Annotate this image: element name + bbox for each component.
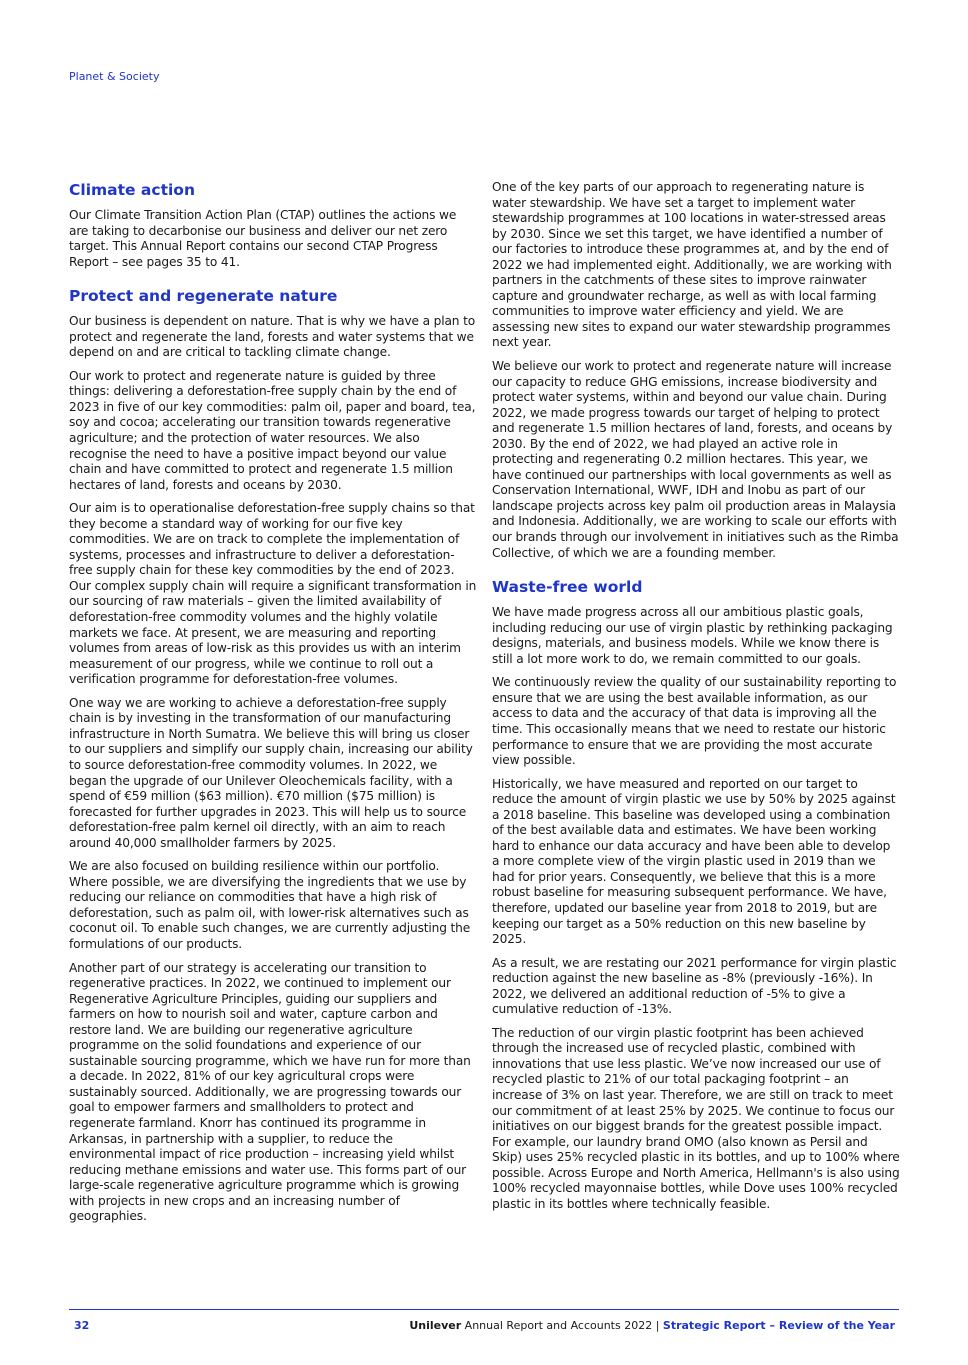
left-column	[69, 180, 477, 1233]
nature-paragraph-2: Our work to protect and regenerate nature is guided by three things: delivering a deforestation-free supply chain by the end of 2023 in five of our key commodities: palm oil, paper and board, tea, soy and cocoa; accelerating our transition towards regenerative agriculture; and the protection of water resources. We also recognise the need to have a positive impact beyond our value chain and have committed to protect and regenerate 1.5 million hectares of land, forests and oceans by 2030.	[69, 368, 476, 492]
water-paragraph-2: We believe our work to protect and regenerate nature will increase our capacity to reduce GHG emissions, increase biodiversity and protect water systems, within and beyond our value chain. During 2022, we made progress towards our target of helping to protect and regenerate 1.5 million hectares of land, forests, and oceans by 2030. By the end of 2022, we had played an active role in protecting and regenerating 0.2 million hectares. This year, we have continued our partnerships with local governments as well as Conservation International, WWF, IDH and Inobu as part of our landscape projects across key palm oil production areas in Malaysia and Indonesia. Additionally, we are working to scale our efforts with our brands through our involvement in initiatives such as the Rimba Collective, of which we are a founding member.	[492, 359, 899, 560]
page-number: 32	[74, 1319, 90, 1332]
climate-action-heading: Climate action	[69, 181, 195, 199]
waste-paragraph-2: We continuously review the quality of our sustainability reporting to ensure that we are using the best available information, as our access to data and the accuracy of that data is improving all the time. This occasionally means that we need to restate our historic performance to ensure that we are providing the most accurate view possible.	[492, 675, 897, 768]
nature-paragraph-3: Our aim is to operationalise deforestation-free supply chains so that they become a standard way of working for our five key commodities. We are on track to complete the implementation of systems, processes and infrastructure to deliver a deforestation-free supply chain for these key commodities by the end of 2023. Our complex supply chain will require a significant transformation in our sourcing of raw materials – given the limited availability of deforestation-free commodity volumes and the highly volatile markets we face. At present, we are measuring and reporting volumes from areas of low-risk as this provides us with an interim measurement of our progress, while we continue to roll out a verification programme for deforestation-free volumes.	[69, 501, 477, 687]
footer-divider	[69, 1309, 899, 1310]
section-label[interactable]: Planet & Society	[69, 70, 160, 83]
climate-paragraph-1: Our Climate Transition Action Plan (CTAP) outlines the actions we are taking to decarbonise our business and deliver our net zero target. This Annual Report contains our second CTAP Progress Report – see pages 35 to 41.	[69, 208, 457, 269]
nature-paragraph-5: We are also focused on building resilience within our portfolio. Where possible, we are diversifying the ingredients that we use by reducing our reliance on commodities that have a high risk of deforestation, such as palm oil, with lower-risk alternatives such as coconut oil. To enable such changes, we are currently adjusting the formulations of our products.	[69, 859, 471, 951]
protect-nature-heading: Protect and regenerate nature	[69, 287, 338, 306]
waste-paragraph-3: Historically, we have measured and reported on our target to reduce the amount of virgin plastic we use by 50% by 2025 against a 2018 baseline. This baseline was developed using a combination of the best available data and estimates. We have been working hard to enhance our data accuracy and have been able to develop a more complete view of the virgin plastic used in 2019 than we had for prior years. Consequently, we believe that this is a more robust baseline for measuring subsequent performance. We have, therefore, updated our baseline year from 2018 to 2019, but are keeping our target as a 50% reduction on this new baseline by 2025.	[492, 776, 896, 947]
nature-paragraph-4: One way we are working to achieve a deforestation-free supply chain is by investing in the transformation of our manufacturing infrastructure in North Sumatra. We believe this will bring us closer to our suppliers and simplify our supply chain, increasing our ability to source deforestation-free commodity volumes. In 2022, we began the upgrade of our Unilever Oleochemicals facility, with a spend of €59 million ($63 million). €70 million ($75 million) is forecasted for further upgrades in 2023. This will help us to source deforestation-free palm kernel oil directly, with an aim to reach around 40,000 smallholder farmers by 2025.	[69, 695, 473, 850]
footer-brand: Unilever	[409, 1319, 462, 1332]
footer-section-link[interactable]: Strategic Report – Review of the Year	[662, 1319, 895, 1332]
water-paragraph-1: One of the key parts of our approach to regenerating nature is water stewardship. We have set a target to implement water stewardship programmes at 100 locations in water-stressed areas by 2030. Since we set this target, we have identified a number of our factories to introduce these programmes at, and by the end of 2022 we had implemented eight. Additionally, we are working with partners in the catchments of these sites to improve rainwater capture and groundwater recharge, as well as with local farming communities to improve water efficiency and yield. We are assessing new sites to expand our water stewardship programmes next year.	[492, 180, 892, 350]
right-column	[492, 180, 900, 1220]
footer-title	[409, 1319, 895, 1332]
nature-paragraph-1: Our business is dependent on nature. That is why we have a plan to protect and regenerate the land, forests and water systems that we depend on and are critical to tackling climate change.	[69, 314, 476, 360]
waste-paragraph-4: As a result, we are restating our 2021 performance for virgin plastic reduction against the new baseline as -8% (previously -16%). In 2022, we delivered an additional reduction of -5% to give a cumulative reduction of -13%.	[492, 955, 897, 1017]
waste-paragraph-1: We have made progress across all our ambitious plastic goals, including reducing our use of virgin plastic by rethinking packaging designs, materials, and business models. While we know there is still a lot more work to do, we remain committed to our goals.	[492, 605, 893, 666]
waste-free-heading: Waste-free world	[492, 578, 643, 597]
nature-paragraph-6: Another part of our strategy is accelerating our transition to regenerative practices. In 2022, we continued to implement our Regenerative Agriculture Principles, guiding our suppliers and farmers on how to nourish soil and water, capture carbon and restore land. We are building our regenerative agriculture programme on the solid foundations and experience of our sustainable sourcing programme, which we have run for more than a decade. In 2022, 81% of our key agricultural crops were sustainably sourced. Additionally, we are progressing towards our goal to empower farmers and smallholders to protect and regenerate farmland. Knorr has continued its programme in Arkansas, in partnership with a supplier, to reduce the environmental impact of rice production – increasing yield whilst reducing methane emissions and water use. This forms part of our large-scale regenerative agriculture programme which is growing with projects in new crops and an increasing number of geographies.	[69, 960, 471, 1224]
waste-paragraph-5: The reduction of our virgin plastic footprint has been achieved through the increased use of recycled plastic, combined with innovations that use less plastic. We’ve now increased our use of recycled plastic to 21% of our total packaging footprint – an increase of 3% on last year. Therefore, we are still on track to meet our commitment of at least 25% by 2025. We continue to focus our initiatives on our biggest brands for the greatest possible impact. For example, our laundry brand OMO (also known as Persil and Skip) uses 25% recycled plastic in its bottles, and up to 100% where possible. Across Europe and North America, Hellmann's is also using 100% recycled mayonnaise bottles, while Dove uses 100% recycled plastic in its bottles where technically feasible.	[492, 1025, 900, 1211]
footer-report-title: Annual Report and Accounts 2022 |	[461, 1319, 663, 1332]
